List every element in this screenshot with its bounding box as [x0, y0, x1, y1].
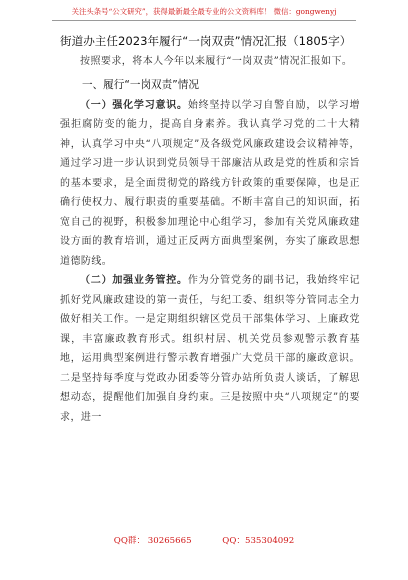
- intro-paragraph: 按照要求，将本人今年以来履行“一岗双责”情况汇报如下。: [80, 56, 353, 67]
- paragraph-study-lead: （一）强化学习意识。: [80, 99, 188, 111]
- paragraph-study-text: 始终坚持以学习自警自励，以学习增强拒腐防变的能力，提高自身素养。我认真学习党的二十大精神，认真学习中央“八项规定”及各级党风廉政建设会议精神等，通过学习进一步认识到党员领导干部廉洁从政是党的性质和宗旨的基本要求，是全面贯彻党的路线方针政策的重要保障，也是正确行使权力、履行职责的重要基础。不断丰富自己的知识面，拓宽自己的视野，积极参加理论中心组学习，参加有关党风廉政建设方面的教育培训，通过正反两方面典型案例，夯实了廉政思想道德防线。: [60, 99, 361, 267]
- paragraph-business: [60, 271, 360, 427]
- footer-qq-group: QQ群： 30265665: [113, 536, 192, 546]
- footer-contact: [0, 534, 408, 546]
- footer-qq: QQ：535304092: [222, 536, 295, 546]
- paragraph-business-lead: （二）加强业务管控。: [80, 275, 188, 286]
- document-title: 街道办主任2023年履行“一岗双责”情况汇报（1805字）: [60, 34, 352, 48]
- header-divider: [52, 20, 356, 21]
- paragraph-business-text: 作为分管党务的副书记，我始终牢记抓好党风廉政建设的第一责任，与纪工委、组织等分管同志全力做好相关工作。一是定期组织辖区党员干部集体学习、上廉政党课，丰富廉政教育形式。组织村居、机关党员参观警示教育基地，运用典型案例进行警示教育增强广大党员干部的廉政意识。二是坚持每季度与党政办团委等分管办站所负责人谈话，了解思想动态，提醒他们加强自身约束。三是按照中央“八项规定”的要求，进一: [60, 275, 361, 423]
- section-heading: 一、履行“一岗双责”情况: [82, 78, 199, 91]
- document-body: [60, 30, 360, 427]
- paragraph-study: [60, 96, 360, 272]
- header-note: 关注头条号“公文研究”，获得最新最全最专业的公文资料库！ 微信：gongwenyj: [71, 7, 337, 16]
